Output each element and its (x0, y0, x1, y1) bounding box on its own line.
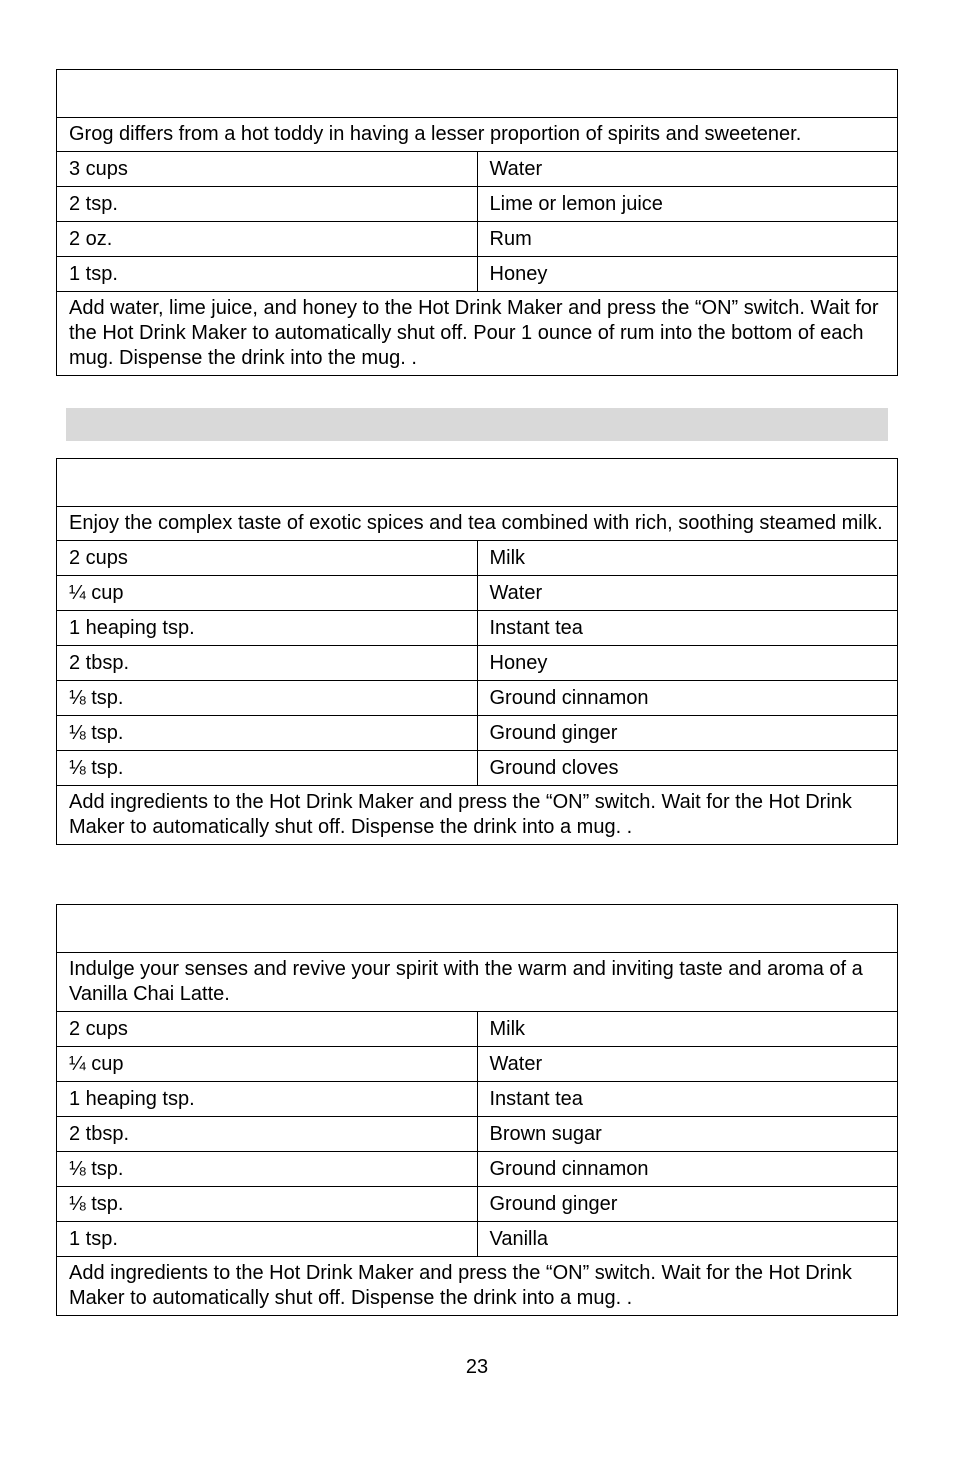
ingredient-item: Rum (477, 222, 898, 257)
ingredient-row (57, 1012, 898, 1047)
ingredient-row (57, 1117, 898, 1152)
ingredient-amount: 2 cups (57, 541, 478, 576)
ingredient-row (57, 716, 898, 751)
ingredient-item: Ground cinnamon (477, 1152, 898, 1187)
ingredient-item: Milk (477, 1012, 898, 1047)
ingredient-row (57, 1187, 898, 1222)
ingredient-amount: ⅛ tsp. (57, 1152, 478, 1187)
ingredient-row (57, 1082, 898, 1117)
ingredient-item: Ground cloves (477, 751, 898, 786)
ingredient-item: Water (477, 1047, 898, 1082)
page-number: 23 (465, 1356, 489, 1378)
recipe-table (56, 69, 898, 376)
recipe-directions: Add ingredients to the Hot Drink Maker and press the “ON” switch. Wait for the Hot Drink Maker to automatically shut off. Dispense the drink into a mug. . (57, 786, 898, 845)
ingredient-amount: 2 tbsp. (57, 646, 478, 681)
ingredient-amount: ⅛ tsp. (57, 716, 478, 751)
ingredient-row (57, 1152, 898, 1187)
ingredient-row (57, 1047, 898, 1082)
ingredient-row (57, 611, 898, 646)
ingredient-item: Honey (477, 646, 898, 681)
recipe-description: Indulge your senses and revive your spirit with the warm and inviting taste and aroma of a Vanilla Chai Latte. (57, 953, 898, 1012)
ingredient-row (57, 152, 898, 187)
recipe-table (56, 458, 898, 845)
ingredient-item: Milk (477, 541, 898, 576)
ingredient-amount: ⅛ tsp. (57, 751, 478, 786)
ingredient-amount: ¼ cup (57, 1047, 478, 1082)
recipe-title (57, 459, 898, 507)
ingredient-amount: ¼ cup (57, 576, 478, 611)
ingredient-item: Instant tea (477, 611, 898, 646)
ingredient-amount: ⅛ tsp. (57, 681, 478, 716)
recipe-title (57, 70, 898, 118)
ingredient-row (57, 576, 898, 611)
ingredient-amount: 1 heaping tsp. (57, 1082, 478, 1117)
ingredient-item: Ground ginger (477, 716, 898, 751)
ingredient-item: Ground ginger (477, 1187, 898, 1222)
ingredient-item: Ground cinnamon (477, 681, 898, 716)
recipe-description: Grog differs from a hot toddy in having a lesser proportion of spirits and sweetener. (57, 118, 898, 152)
ingredient-item: Instant tea (477, 1082, 898, 1117)
ingredient-amount: ⅛ tsp. (57, 1187, 478, 1222)
ingredient-row (57, 222, 898, 257)
recipe-title (57, 905, 898, 953)
recipe-table (56, 904, 898, 1316)
ingredient-item: Water (477, 152, 898, 187)
ingredient-row (57, 646, 898, 681)
ingredient-amount: 2 tbsp. (57, 1117, 478, 1152)
ingredient-item: Vanilla (477, 1222, 898, 1257)
ingredient-amount: 2 cups (57, 1012, 478, 1047)
section-divider-bar (66, 408, 888, 441)
ingredient-item: Lime or lemon juice (477, 187, 898, 222)
ingredient-row (57, 257, 898, 292)
ingredient-amount: 1 heaping tsp. (57, 611, 478, 646)
ingredient-item: Brown sugar (477, 1117, 898, 1152)
ingredient-amount: 1 tsp. (57, 1222, 478, 1257)
ingredient-amount: 1 tsp. (57, 257, 478, 292)
ingredient-row (57, 751, 898, 786)
recipe-directions: Add ingredients to the Hot Drink Maker and press the “ON” switch. Wait for the Hot Drink Maker to automatically shut off. Dispense the drink into a mug. . (57, 1257, 898, 1316)
recipe-directions: Add water, lime juice, and honey to the Hot Drink Maker and press the “ON” switch. Wait for the Hot Drink Maker to automatically shut off. Pour 1 ounce of rum into the bottom of each mug. Dispense the drink into the mug. . (57, 292, 898, 376)
ingredient-row (57, 187, 898, 222)
ingredient-amount: 2 tsp. (57, 187, 478, 222)
ingredient-amount: 3 cups (57, 152, 478, 187)
recipe-description: Enjoy the complex taste of exotic spices and tea combined with rich, soothing steamed milk. (57, 507, 898, 541)
ingredient-item: Water (477, 576, 898, 611)
ingredient-row (57, 1222, 898, 1257)
ingredient-amount: 2 oz. (57, 222, 478, 257)
ingredient-item: Honey (477, 257, 898, 292)
ingredient-row (57, 541, 898, 576)
ingredient-row (57, 681, 898, 716)
